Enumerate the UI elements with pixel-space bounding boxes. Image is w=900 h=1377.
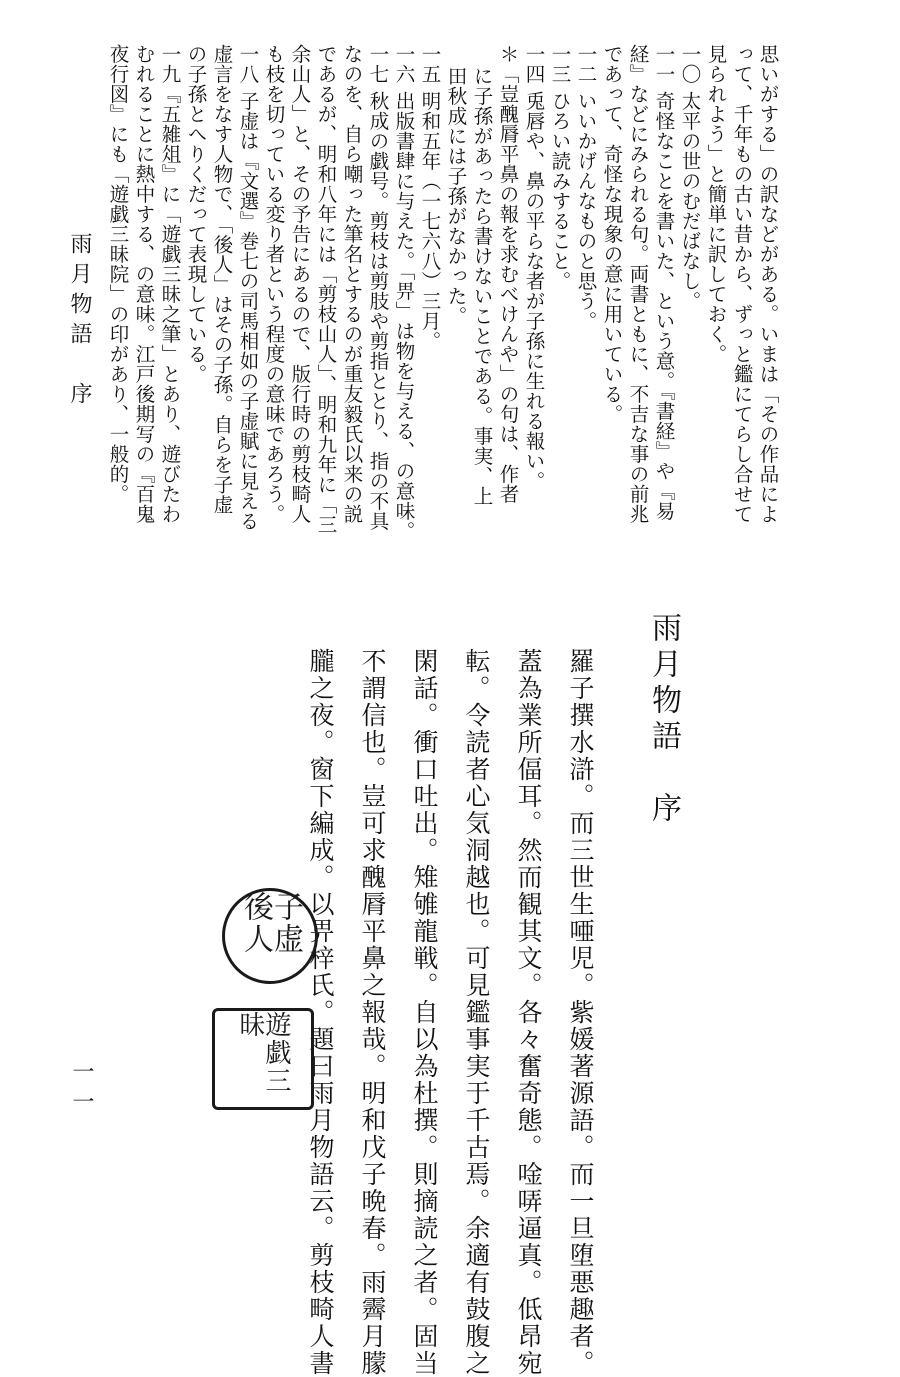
note-line-22: 虚言をなす人物で、「後人」はその子孫。自らを子虚 bbox=[210, 44, 234, 515]
note-line-6: 経』などにみられる句。両書ともに、不吉な事の前兆 bbox=[626, 44, 650, 524]
note-line-3: 見られよう」と簡単に訳しておく。 bbox=[704, 44, 728, 364]
note-line-12: に子孫があったら書けないことである。事実、上 bbox=[470, 66, 494, 506]
preface-line-6: 朧之夜。窗下編成。以畀梓氏。題曰雨月物語云。剪枝畸人書 bbox=[306, 648, 335, 1377]
note-line-23: の子孫とへりくだって表現している。 bbox=[184, 44, 208, 384]
note-line-13: 田秋成には子孫がなかった。 bbox=[444, 66, 468, 326]
note-line-10: 一四 兎唇や、鼻の平らな者が子孫に生れる報い。 bbox=[522, 44, 546, 491]
note-line-19: 余山人」と、その予告にあるので、版行時の剪枝畸人 bbox=[288, 44, 312, 524]
note-line-11: ＊「豈醜脣平鼻の報を求むべけんや」の句は、作者 bbox=[496, 44, 520, 504]
page-number: 一一 bbox=[69, 1060, 94, 1120]
preface-line-1: 羅子撰水滸。而三世生唖児。紫媛著源語。而一旦堕悪趣者。 bbox=[566, 648, 595, 1377]
round-seal-text: 子虚後人 bbox=[238, 891, 303, 955]
note-line-5: 一一 奇怪なことを書いた、という意。『書経』や『易 bbox=[652, 44, 676, 521]
square-seal-stamp bbox=[212, 1008, 314, 1110]
note-line-8: 一二 いいかげんなものと思う。 bbox=[574, 44, 598, 331]
note-line-9: 一三 ひろい読みすること。 bbox=[548, 44, 572, 291]
note-line-18: であるが、明和八年には「剪枝山人」、明和九年に「三 bbox=[314, 44, 338, 535]
square-seal-text: 遊戯三昧 bbox=[235, 1011, 291, 1095]
preface-title: 雨月物語 序 bbox=[646, 612, 681, 828]
preface-line-3: 転。令読者心気洞越也。可見鑑事実于千古焉。余適有鼓腹之 bbox=[462, 648, 491, 1377]
note-line-21: 一八 子虚は『文選』巻七の司馬相如の子虚賦に見える bbox=[236, 44, 260, 531]
note-line-14: 一五 明和五年（一七六八）三月。 bbox=[418, 44, 442, 351]
note-line-24: 一九『五雑俎』に「遊戯三昧之筆」とあり、遊びたわ bbox=[158, 44, 182, 524]
note-line-16: 一七 秋成の戯号。剪枝は剪肢や剪指ととり、指の不具 bbox=[366, 44, 390, 531]
note-line-17: なのを、自ら嘲った筆名とするのが重友毅氏以来の説 bbox=[340, 44, 364, 524]
note-line-4: 一〇 太平の世のむだばなし。 bbox=[678, 44, 702, 311]
note-line-2: って、千年もの古い昔から、ずっと鑑にてらし合せて bbox=[730, 44, 754, 524]
preface-line-5: 不謂信也。豈可求醜脣平鼻之報哉。明和戊子晩春。雨霽月朦 bbox=[358, 648, 387, 1377]
preface-line-4: 閑話。衝口吐出。雉雊龍戦。自以為杜撰。則摘読之者。固当 bbox=[410, 648, 439, 1377]
round-seal-stamp bbox=[222, 888, 318, 984]
note-line-1: 思いがする」の訳などがある。いまは「その作品によ bbox=[756, 44, 780, 524]
note-line-26: 夜行図』にも「遊戯三昧院」の印があり、一般的。 bbox=[106, 44, 130, 504]
running-head: 雨月物語 序 bbox=[67, 232, 92, 412]
note-line-15: 一六 出版書肆に与えた。「畀」は物を与える、の意味。 bbox=[392, 44, 416, 541]
note-line-20: も枝を切っている変り者という程度の意味であろう。 bbox=[262, 44, 286, 524]
note-line-25: むれることに熱中する、の意味。江戸後期写の『百鬼 bbox=[132, 44, 156, 524]
preface-line-2: 蓋為業所偪耳。然而観其文。各々奮奇態。唫哢逼真。低昂宛 bbox=[514, 648, 543, 1377]
note-line-7: であって、奇怪な現象の意に用いている。 bbox=[600, 44, 624, 424]
